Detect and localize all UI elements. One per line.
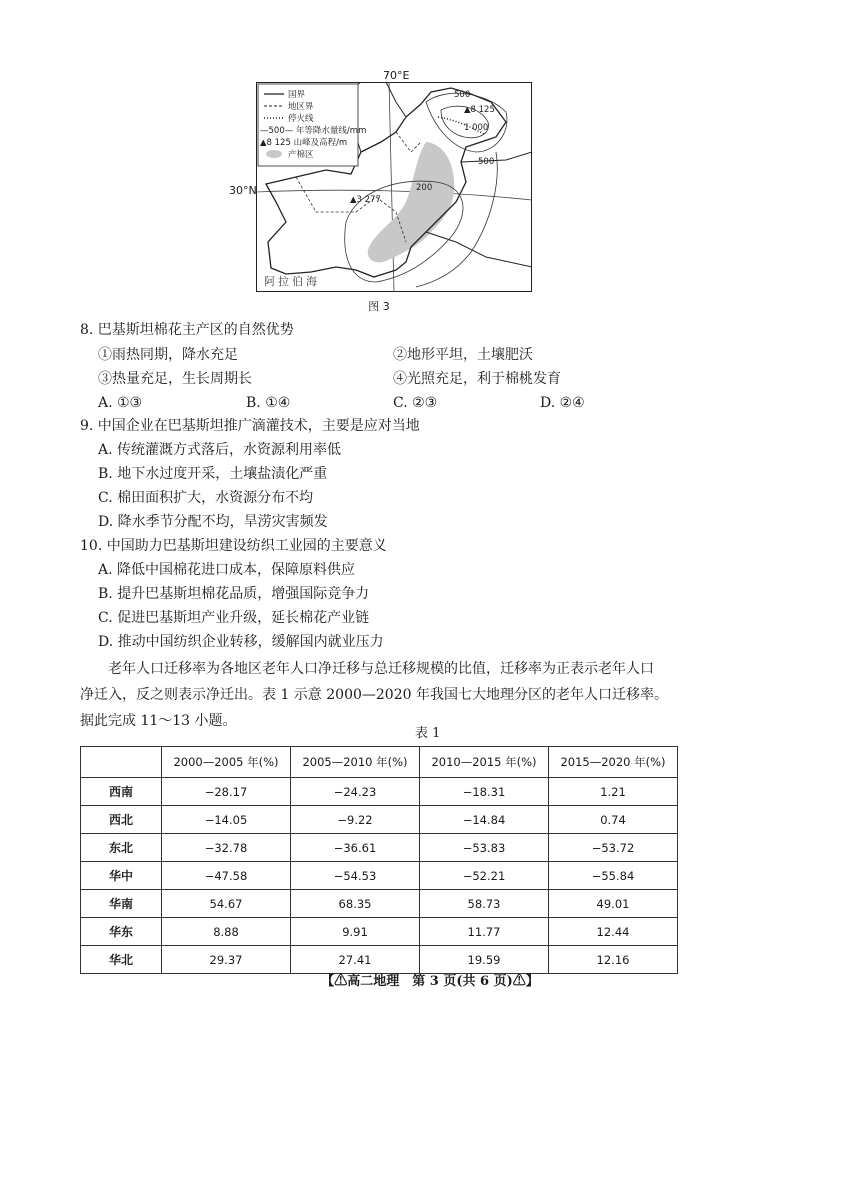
q9-option-a[interactable]: A. 传统灌溉方式落后，水资源利用率低	[98, 442, 342, 458]
table-cell: 0.74	[549, 806, 678, 834]
row-label: 华中	[81, 862, 162, 890]
q10-stem: 10. 中国助力巴基斯坦建设纺织工业园的主要意义	[80, 538, 387, 554]
arabian-sea-label: 阿拉伯海	[264, 275, 320, 288]
q8-statement-3: ③热量充足，生长周期长	[98, 371, 252, 387]
isoline-200-label: 200	[416, 183, 433, 193]
intro-line-3: 据此完成 11～13 小题。	[80, 713, 237, 729]
table-cell: −9.22	[291, 806, 420, 834]
q9-option-c[interactable]: C. 棉田面积扩大，水资源分布不均	[98, 490, 314, 506]
q8-statement-4: ④光照充足，利于棉桃发育	[393, 371, 561, 387]
table-cell: 49.01	[549, 890, 678, 918]
legend-label-2: 地区界	[288, 102, 314, 112]
table-cell: −54.53	[291, 862, 420, 890]
cotton-legend-icon	[266, 150, 282, 158]
latitude-label: 30°N	[229, 184, 257, 197]
table-row	[81, 862, 678, 890]
q8-option-b[interactable]: B. ①④	[246, 395, 291, 411]
header-cell	[81, 747, 162, 778]
table-cell: −53.83	[420, 834, 549, 862]
table-cell: −28.17	[162, 778, 291, 806]
table-cell: 27.41	[291, 946, 420, 974]
q8-option-a[interactable]: A. ①③	[98, 395, 143, 411]
intro-line-1: 老年人口迁移率为各地区老年人口净迁移与总迁移规模的比值，迁移率为正表示老年人口	[108, 661, 654, 677]
header-cell: 2005—2010 年(%)	[291, 747, 420, 778]
table-cell: 68.35	[291, 890, 420, 918]
table-cell: −55.84	[549, 862, 678, 890]
header-cell: 2000—2005 年(%)	[162, 747, 291, 778]
table-cell: 12.44	[549, 918, 678, 946]
table-row	[81, 918, 678, 946]
q10-option-b[interactable]: B. 提升巴基斯坦棉花品质，增强国际竞争力	[98, 586, 370, 602]
legend-label-5: ▲8 125 山峰及高程/m	[260, 138, 348, 148]
table-cell: −18.31	[420, 778, 549, 806]
table-cell: −47.58	[162, 862, 291, 890]
table-cell: −24.23	[291, 778, 420, 806]
longitude-label: 70°E	[383, 69, 410, 82]
table-cell: 29.37	[162, 946, 291, 974]
row-label: 华南	[81, 890, 162, 918]
isoline-500-label: 500	[454, 90, 471, 100]
row-label: 华东	[81, 918, 162, 946]
table-header-row	[81, 747, 678, 778]
table-cell: −52.21	[420, 862, 549, 890]
table-cell: −14.05	[162, 806, 291, 834]
legend-label-3: 停火线	[288, 114, 314, 124]
isoline-1000-label: 1 000	[464, 123, 489, 133]
q8-stem: 8. 巴基斯坦棉花主产区的自然优势	[80, 322, 294, 338]
q10-option-c[interactable]: C. 促进巴基斯坦产业升级，延长棉花产业链	[98, 610, 370, 626]
page-footer: 【⚠高二地理 第 3 页(共 6 页)⚠】	[321, 974, 539, 989]
table-cell: −14.84	[420, 806, 549, 834]
table-row	[81, 890, 678, 918]
legend-label-1: 国界	[288, 90, 306, 100]
q9-option-d[interactable]: D. 降水季节分配不均，旱涝灾害频发	[98, 514, 328, 530]
row-label: 西北	[81, 806, 162, 834]
table-cell: −36.61	[291, 834, 420, 862]
header-cell: 2015—2020 年(%)	[549, 747, 678, 778]
table-cell: 1.21	[549, 778, 678, 806]
q9-stem: 9. 中国企业在巴基斯坦推广滴灌技术，主要是应对当地	[80, 418, 420, 434]
table-caption: 表 1	[415, 726, 441, 741]
table-cell: 11.77	[420, 918, 549, 946]
table-cell: 19.59	[420, 946, 549, 974]
peak-north-label: ▲8 125	[464, 105, 495, 115]
row-label: 西南	[81, 778, 162, 806]
header-cell: 2010—2015 年(%)	[420, 747, 549, 778]
table-cell: 8.88	[162, 918, 291, 946]
migration-rate-table	[80, 746, 678, 974]
table-row	[81, 834, 678, 862]
pakistan-cotton-map	[256, 82, 532, 292]
q10-option-d[interactable]: D. 推动中国纺织企业转移，缓解国内就业压力	[98, 634, 384, 650]
q8-option-d[interactable]: D. ②④	[540, 395, 585, 411]
row-label: 东北	[81, 834, 162, 862]
q8-statement-2: ②地形平坦，土壤肥沃	[393, 347, 533, 363]
table-row	[81, 778, 678, 806]
table-cell: 9.91	[291, 918, 420, 946]
row-label: 华北	[81, 946, 162, 974]
legend-label-6: 产棉区	[288, 150, 314, 160]
isoline-500-south-label: 500	[478, 157, 495, 167]
table-cell: 54.67	[162, 890, 291, 918]
q8-option-c[interactable]: C. ②③	[393, 395, 438, 411]
table-cell: 12.16	[549, 946, 678, 974]
q9-option-b[interactable]: B. 地下水过度开采，土壤盐渍化严重	[98, 466, 328, 482]
legend-label-4: —500— 年等降水量线/mm	[260, 126, 367, 136]
table-cell: 58.73	[420, 890, 549, 918]
q10-option-a[interactable]: A. 降低中国棉花进口成本，保障原料供应	[98, 562, 356, 578]
table-cell: −32.78	[162, 834, 291, 862]
peak-west-label: ▲3 277	[350, 195, 381, 205]
intro-line-2: 净迁入，反之则表示净迁出。表 1 示意 2000—2020 年我国七大地理分区的老年人口迁移率。	[80, 687, 668, 703]
q8-statement-1: ①雨热同期，降水充足	[98, 347, 238, 363]
table-cell: −53.72	[549, 834, 678, 862]
figure-caption: 图 3	[368, 300, 390, 313]
table-row	[81, 806, 678, 834]
